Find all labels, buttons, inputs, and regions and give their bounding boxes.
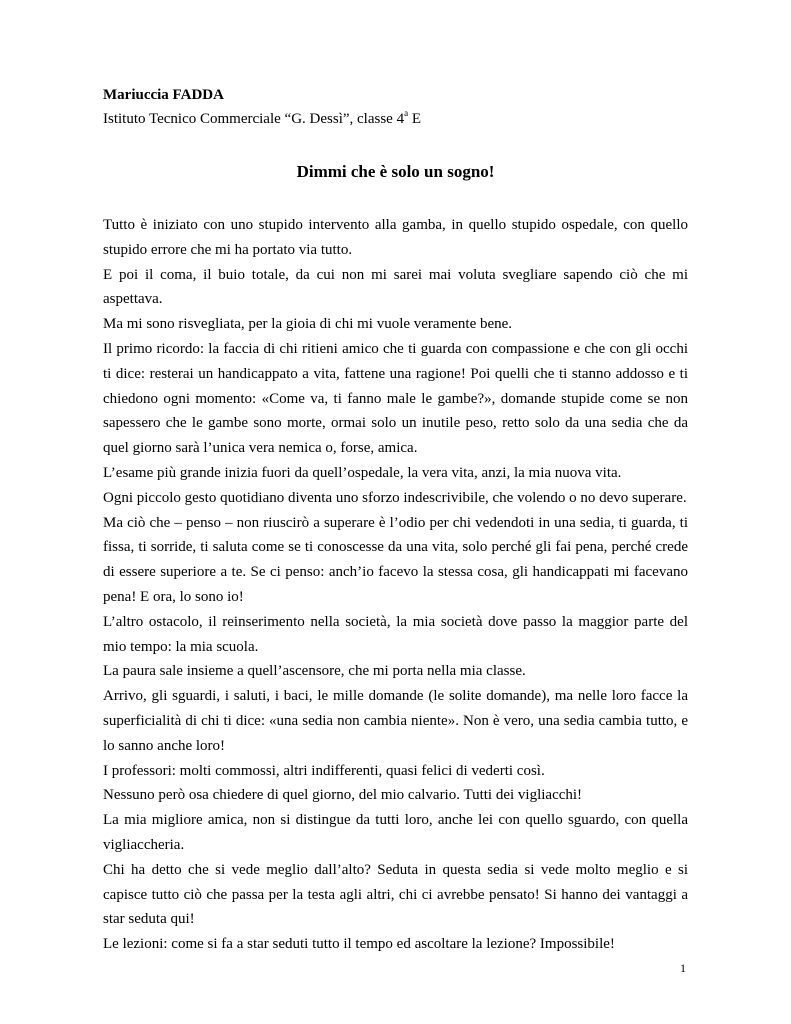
page-number: 1 [680, 961, 686, 975]
body-text [103, 213, 688, 957]
paragraph: La mia migliore amica, non si distingue da tutti loro, anche lei con quello sguardo, con quella vigliaccheria. [103, 812, 688, 853]
school-name: Istituto Tecnico Commerciale “G. Dessì”, classe 4 [103, 111, 405, 127]
paragraph: Chi ha detto che si vede meglio dall’alto? Seduta in questa sedia si vede molto meglio e si capisce tutto ciò che passa per la testa agli altri, chi ci avrebbe pensato! Si hanno dei vantaggi a star seduta qui! [103, 861, 688, 928]
paragraph: Tutto è iniziato con uno stupido intervento alla gamba, in quello stupido ospedale, con quello stupido errore che mi ha portato via tutto. [103, 217, 688, 258]
paragraph: Ogni piccolo gesto quotidiano diventa uno sforzo indescrivibile, che volendo o no devo superare. [103, 489, 687, 506]
author-name: Mariuccia FADDA [103, 87, 224, 103]
paragraph: Ma ciò che – penso – non riuscirò a superare è l’odio per chi vedendoti in una sedia, ti guarda, ti fissa, ti sorride, ti saluta come se ti conoscesse da una vita, solo perché gli fai pena, perché crede di essere superiore a te. Se ci penso: anch’io facevo la stessa cosa, gli handicappati mi facevano pena! E ora, lo sono io! [103, 514, 688, 605]
paragraph: E poi il coma, il buio totale, da cui non mi sarei mai voluta svegliare sapendo ciò che mi aspettava. [103, 266, 688, 308]
paragraph: Il primo ricordo: la faccia di chi ritieni amico che ti guarda con compassione e che con gli occhi ti dice: resterai un handicappato a vita, fattene una ragione! Poi quelli che ti stanno addosso e ti chiedono ogni momento: «Come va, ti fanno male le gambe?», domande stupide come se non sapessero che le gambe sono morte, ormai solo un inutile peso, retto solo da una sedia che da quel giorno sarà l’unica vera nemica o, forse, amica. [103, 340, 688, 457]
school-line [103, 110, 421, 129]
paragraph: L’esame più grande inizia fuori da quell’ospedale, la vera vita, anzi, la mia nuova vita. [103, 464, 622, 481]
paragraph: La paura sale insieme a quell’ascensore, che mi porta nella mia classe. [103, 663, 526, 680]
paragraph: Nessuno però osa chiedere di quel giorno, del mio calvario. Tutti dei vigliacchi! [103, 787, 583, 804]
paragraph: L’altro ostacolo, il reinserimento nella società, la mia società dove passo la maggior parte del mio tempo: la mia scuola. [103, 613, 688, 655]
paragraph: Ma mi sono risvegliata, per la gioia di chi mi vuole veramente bene. [103, 316, 513, 333]
paragraph: Le lezioni: come si fa a star seduti tutto il tempo ed ascoltare la lezione? Impossibile! [103, 936, 615, 953]
paragraph: Arrivo, gli sguardi, i saluti, i baci, le mille domande (le solite domande), ma nelle loro facce la superficialità di chi ti dice: «una sedia non cambia niente». Non è vero, una sedia cambia tutto, e lo sanno anche loro! [103, 688, 688, 754]
document-title: Dimmi che è solo un sogno! [296, 162, 495, 181]
class-section: E [408, 111, 422, 127]
class-ordinal-superscript: a [404, 108, 409, 118]
paragraph: I professori: molti commossi, altri indifferenti, quasi felici di vederti così. [103, 762, 545, 779]
